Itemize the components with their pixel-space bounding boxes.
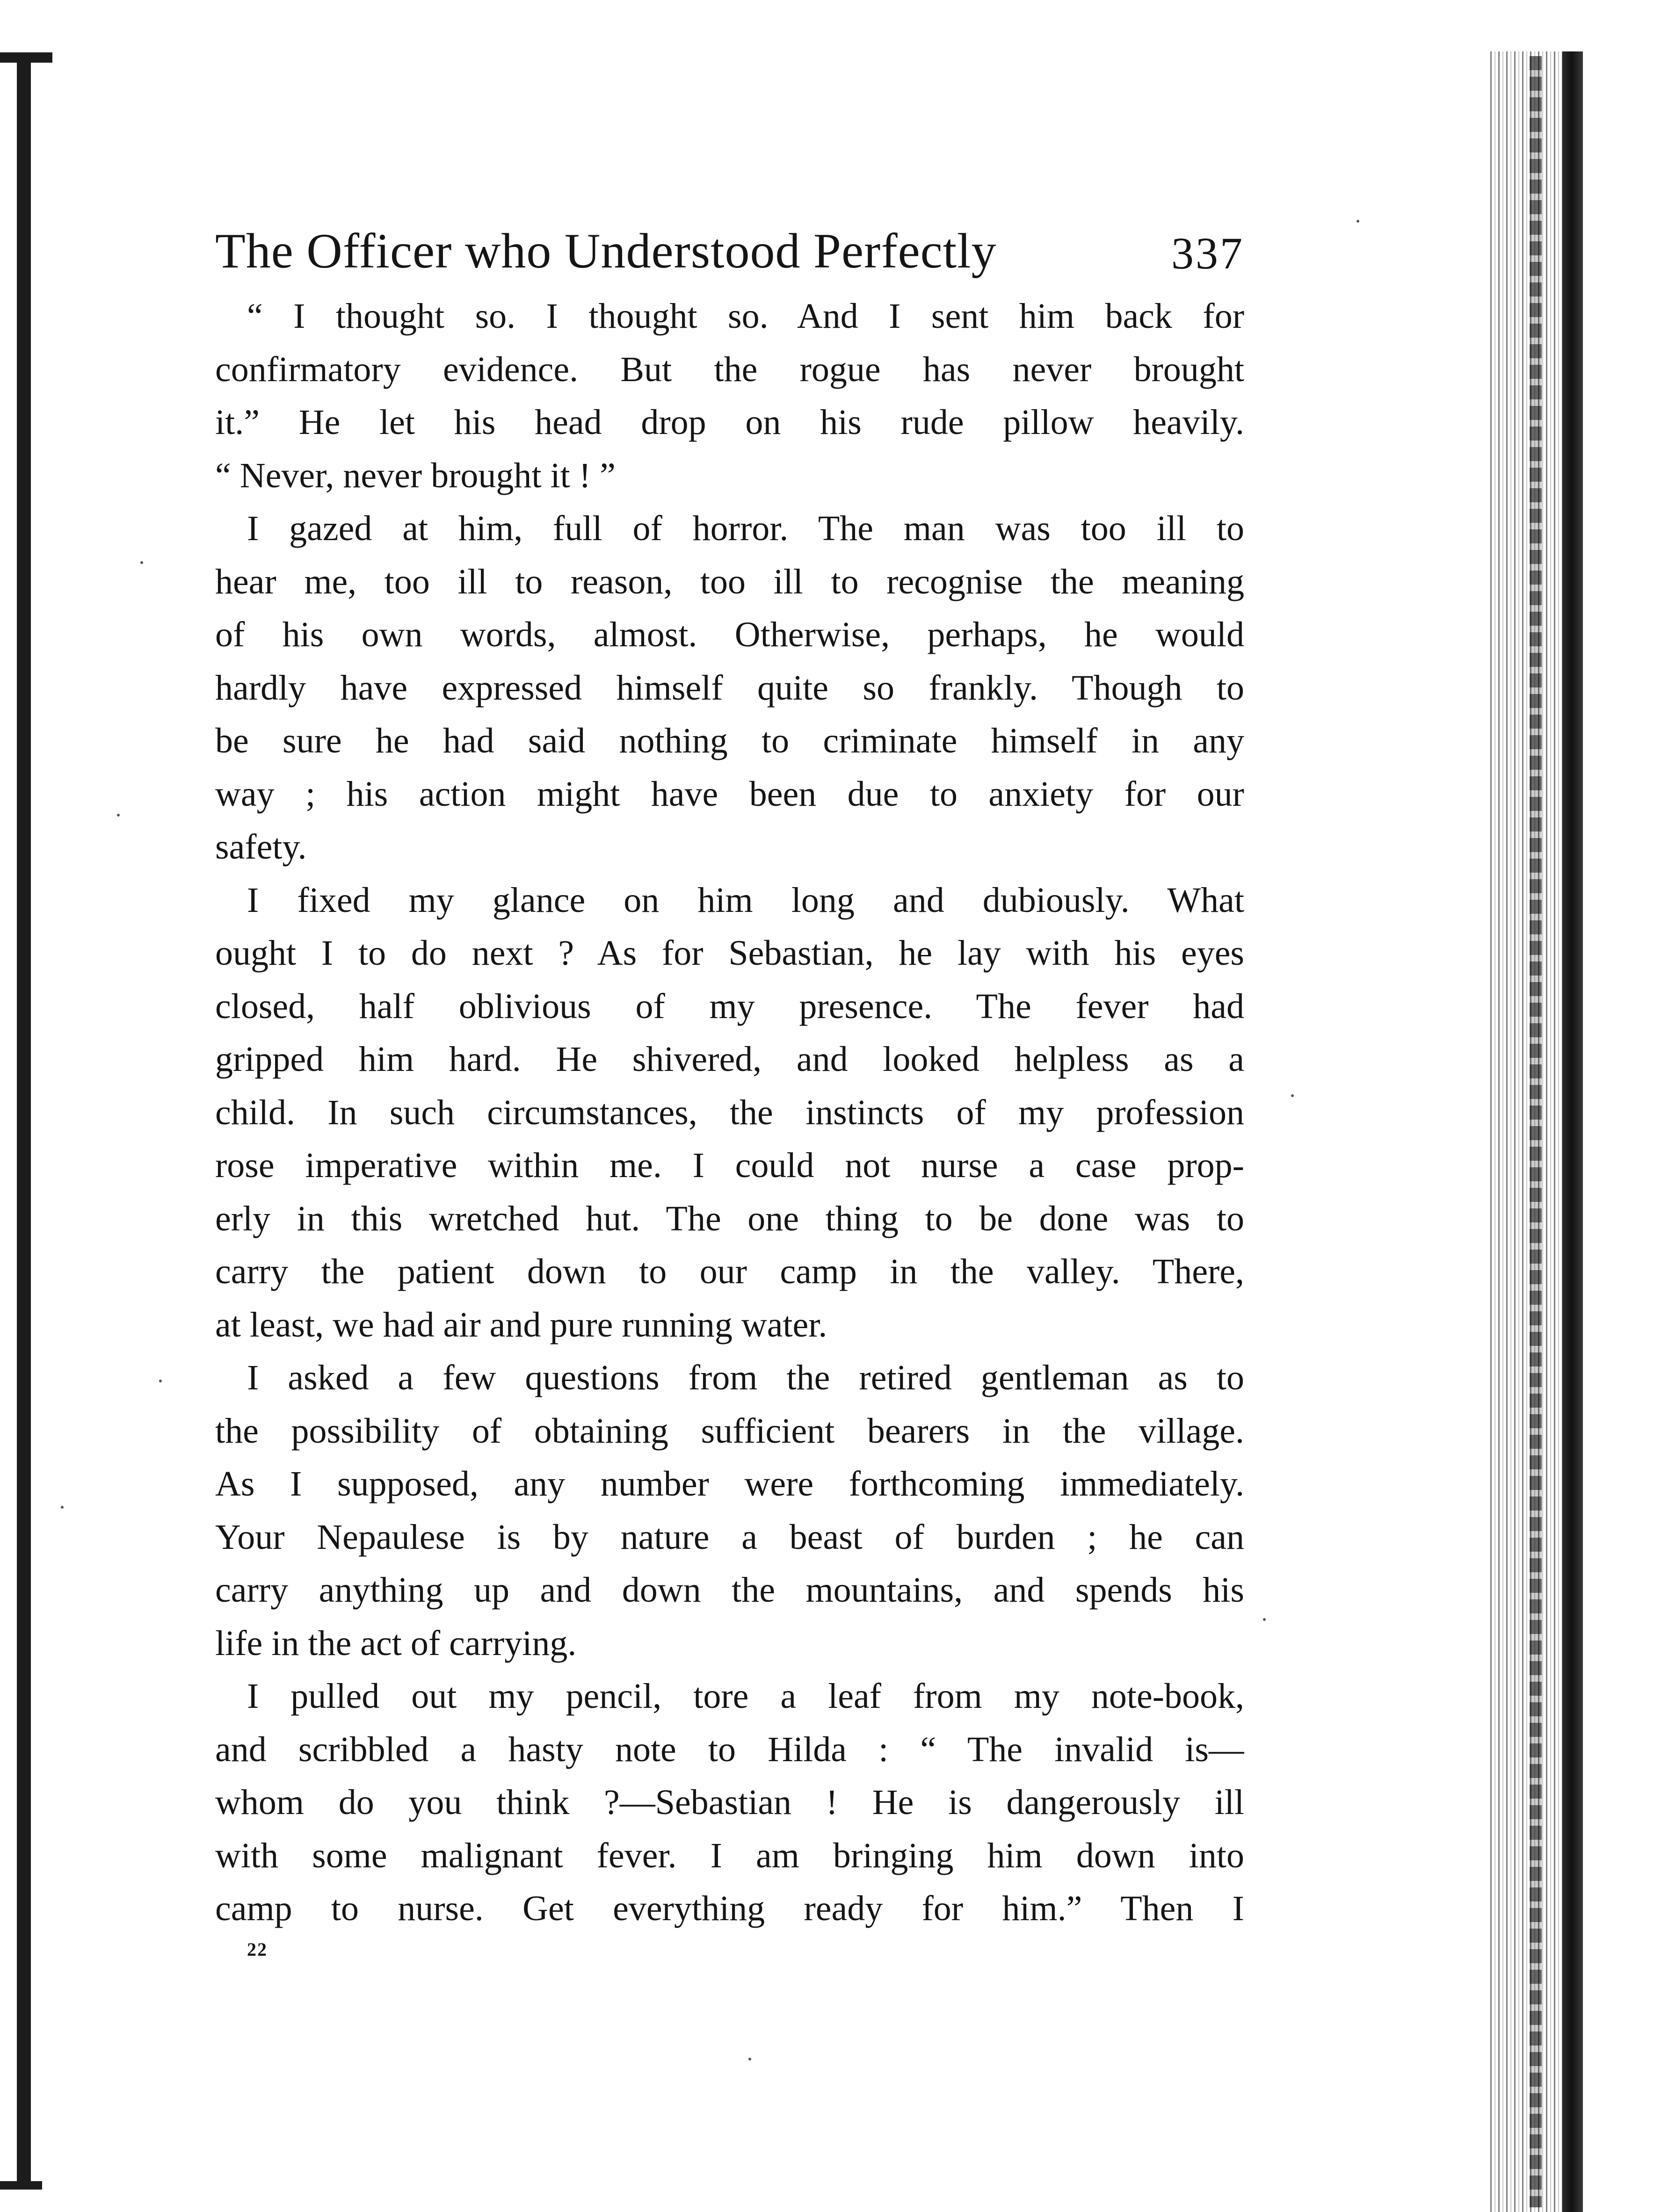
text-line: hardly have expressed himself quite so frankly. Though to [215,668,1244,708]
text-line: rose imperative within me. I could not nurse a case prop- [215,1146,1244,1185]
text-line: As I supposed, any number were forthcoming immediately. [215,1464,1244,1504]
text-line: ought I to do next ? As for Sebastian, he lay with his eyes [215,933,1244,973]
text-line: be sure he had said nothing to criminate himself in any [215,721,1244,760]
text-line: I fixed my glance on him long and dubiously. What [247,880,1244,920]
text-line: camp to nurse. Get everything ready for him.” Then I [215,1889,1244,1928]
text-line: carry anything up and down the mountains, and spends his [215,1570,1244,1610]
text-line: hear me, too ill to reason, too ill to recognise the meaning [215,562,1244,601]
text-line: “ I thought so. I thought so. And I sent him back for [247,296,1244,336]
scan-speck [140,561,143,564]
text-line: I asked a few questions from the retired gentleman as to [247,1358,1244,1397]
scan-left-binding-cap [0,52,52,63]
text-line: safety. [215,827,307,867]
book-page [215,192,1244,1960]
text-line: of his own words, almost. Otherwise, perhaps, he would [215,615,1244,654]
text-line: carry the patient down to our camp in the valley. There, [215,1252,1244,1291]
printer-signature-mark: 22 [247,1938,268,1960]
scan-speck [748,2058,751,2060]
text-line: I gazed at him, full of horror. The man was too ill to [247,509,1244,548]
text-line: with some malignant fever. I am bringing him down into [215,1836,1244,1875]
text-line: whom do you think ?—Sebastian ! He is dangerously ill [215,1783,1244,1822]
scan-speck [159,1380,162,1382]
scan-speck [1291,1094,1294,1097]
text-line: I pulled out my pencil, tore a leaf from my note-book, [247,1677,1244,1716]
page-number: 337 [1171,228,1244,278]
scan-right-page-edge-shadow [1530,56,1542,2207]
scan-speck [117,814,120,817]
text-line: “ Never, never brought it ! ” [215,455,616,495]
text-line: confirmatory evidence. But the rogue has never brought [215,349,1244,389]
text-line: and scribbled a hasty note to Hilda : “ The invalid is— [215,1729,1244,1769]
text-line: child. In such circumstances, the instincts of my profession [215,1092,1244,1132]
text-line: erly in this wretched hut. The one thing to be done was to [215,1199,1244,1238]
scan-left-binding-foot [0,2181,42,2190]
text-line: at least, we had air and pure running water. [215,1305,827,1345]
scan-right-page-edge-dark [1562,51,1583,2212]
scan-speck [61,1506,64,1509]
text-line: life in the act of carrying. [215,1623,577,1663]
text-line: way ; his action might have been due to anxiety for our [215,774,1244,814]
text-line: gripped him hard. He shivered, and looked helpless as a [215,1040,1244,1079]
running-head-title: The Officer who Understood Perfectly [215,224,997,278]
scan-speck [1357,220,1359,223]
text-line: closed, half oblivious of my presence. The fever had [215,986,1244,1026]
text-line: Your Nepaulese is by nature a beast of burden ; he can [215,1517,1244,1557]
body-text [215,290,1244,1936]
text-line: it.” He let his head drop on his rude pillow heavily. [215,403,1244,442]
scan-speck [1263,1618,1266,1621]
running-head [215,192,1244,276]
text-line: the possibility of obtaining sufficient bearers in the village. [215,1411,1244,1451]
scan-left-binding-rule [17,61,31,2184]
